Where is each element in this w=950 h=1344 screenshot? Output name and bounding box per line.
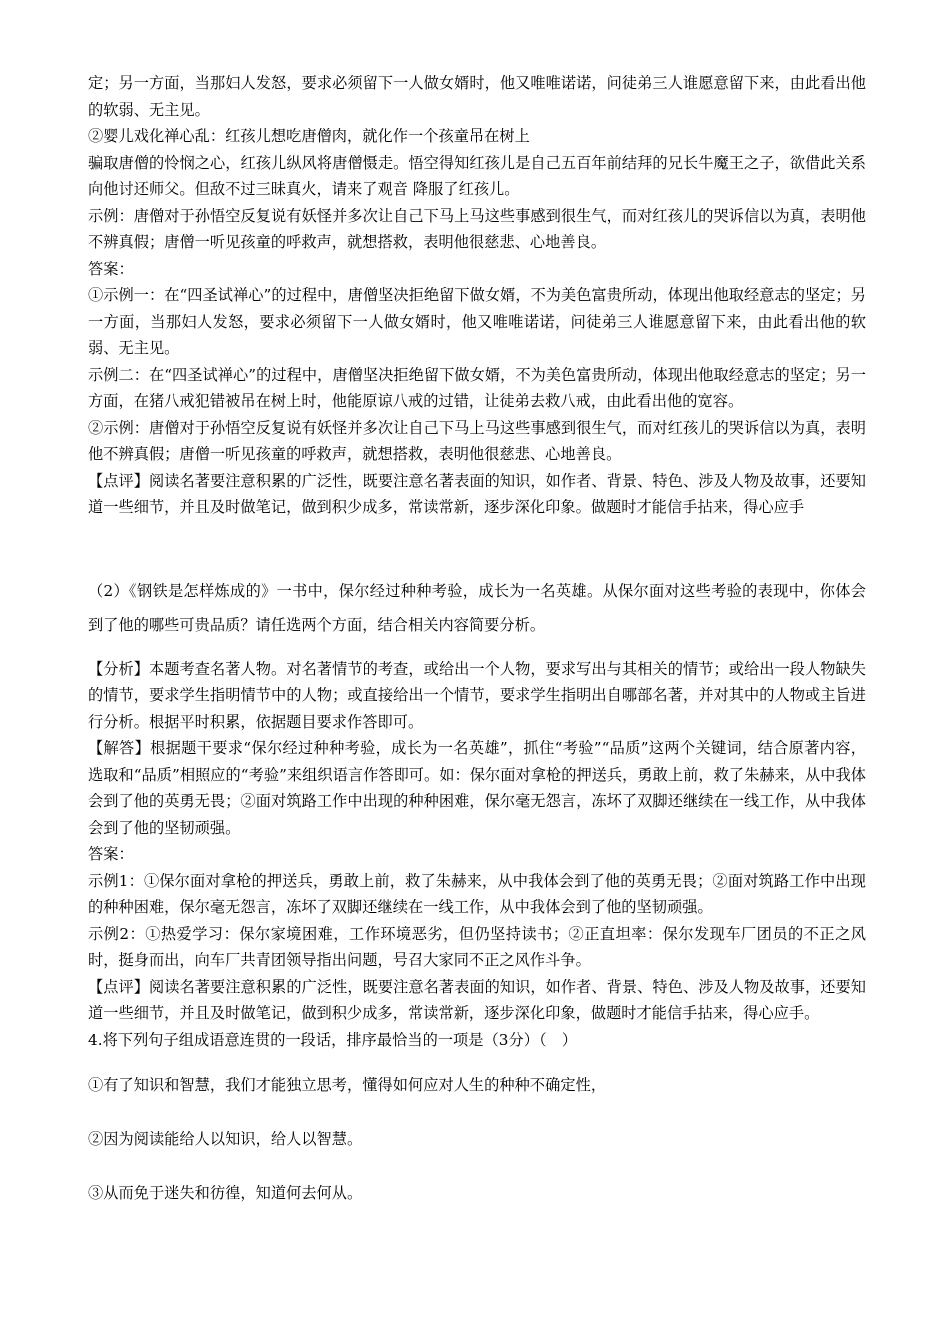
sentence-2: ②因为阅读能给人以知识，给人以智慧。 <box>88 1130 363 1148</box>
text-line: 示例二：在“四圣试禅心”的过程中，唐僧坚决拒绝留下做女婿，不为美色富贵所动，体现出他取经意志的坚定；另一方面，在猪八戒犯错被吊在树上时，他能原谅八戒的过错，让徒弟去救八戒，由此看出他的宽容。 <box>88 365 866 410</box>
spacer <box>88 642 866 656</box>
solution-paragraph: 【解答】根据题干要求“保尔经过种种考验，成长为一名英雄”，抓住“考验”“品质”这两个关键词，结合原著内容，选取和“品质”相照应的“考验”来组织语言作答即可。如：保尔面对拿枪的押送兵，勇敢上前，救了朱赫来，从中我体会到了他的英勇无畏；②面对筑路工作中出现的种种困难，保尔毫无怨言，冻坏了双脚还继续在一线工作，从中我体会到了他的坚韧顽强。 <box>88 739 866 837</box>
sentence-1: ①有了知识和智慧，我们才能独立思考，懂得如何应对人生的种种不确定性， <box>88 1076 607 1094</box>
question-4: 4.将下列句子组成语意连贯的一段话，排序最恰当的一项是（3分）（ ） <box>88 1030 578 1049</box>
comment-paragraph: 【点评】阅读名著要注意积累的广泛性，既要注意名著表面的知识，如作者、背景、特色、涉及人物及故事，还要知道一些细节，并且及时做笔记，做到积少成多，常读常新，逐步深化印象。做题时才能信手拈来，得心应手 <box>88 471 866 516</box>
example-1: 示例1：①保尔面对拿枪的押送兵，勇敢上前，救了朱赫来，从中我体会到了他的英勇无畏；②面对筑路工作中出现的种种困难，保尔毫无怨言，冻坏了双脚还继续在一线工作，从中我体会到了他的坚韧顽强。 <box>88 871 866 916</box>
spacer <box>88 1053 866 1063</box>
answer-label: 答案： <box>88 259 134 278</box>
text-line: 骗取唐僧的怜悯之心，红孩儿纵风将唐僧慑走。悟空得知红孩儿是自己五百年前结拜的兄长牛魔王之子，欲借此关系向他讨还师父。但敌不过三昧真火，请来了观音 降服了红孩儿。 <box>88 153 866 198</box>
text-line: 定；另一方面，当那妇人发怒，要求必须留下一人做女婿时，他又唯唯诺诺，问徒弟三人谁愿意留下来，由此看出他的软弱、无主见。 <box>88 74 866 119</box>
text-line: ②示例：唐僧对于孙悟空反复说有妖怪并多次让自己下马上马这些事感到很生气，而对红孩儿的哭诉信以为真，表明他不辨真假；唐僧一听见孩童的呼救声，就想搭救，表明他很慈悲、心地善良。 <box>88 418 866 463</box>
comment-paragraph: 【点评】阅读名著要注意积累的广泛性，既要注意名著表面的知识，如作者、背景、特色、涉及人物及故事，还要知道一些细节，并且及时做笔记，做到积少成多，常读常新，逐步深化印象，做题时才能信手拈来，得心应手。 <box>88 977 866 1022</box>
text-line: ②婴儿戏化禅心乱：红孩儿想吃唐僧肉，就化作一个孩童吊在树上 <box>88 127 530 145</box>
answer-label: 答案： <box>88 845 134 863</box>
spacer <box>88 1107 866 1117</box>
example-2: 示例2：①热爱学习：保尔家境困难，工作环境恶劣，但仍坚持读书；②正直坦率：保尔发现车厂团员的不正之风时，挺身而出，向车厂共青团领导指出问题，号召大家同不正之风作斗争。 <box>88 924 866 969</box>
question-2: （2）《钢铁是怎样炼成的》一书中，保尔经过种种考验，成长为一名英雄。从保尔面对这些考验的表现中，你体会到了他的哪些可贵品质？请任选两个方面，结合相关内容简要分析。 <box>88 581 866 634</box>
document-page <box>88 70 866 1215</box>
spacer <box>88 1161 866 1171</box>
sentence-3: ③从而免于迷失和彷徨，知道何去何从。 <box>88 1184 363 1202</box>
text-line: 示例：唐僧对于孙悟空反复说有妖怪并多次让自己下马上马这些事感到很生气，而对红孩儿的哭诉信以为真，表明他不辨真假；唐僧一听见孩童的呼救声，就想搭救，表明他很慈悲、心地善良。 <box>88 206 866 251</box>
analysis-paragraph: 【分析】本题考查名著人物。对名著情节的考查，或给出一个人物，要求写出与其相关的情节；或给出一段人物缺失的情节，要求学生指明情节中的人物；或直接给出一个情节，要求学生指明出自哪部名著，并对其中的人物或主旨进行分析。根据平时积累，依据题目要求作答即可。 <box>88 659 866 731</box>
spacer <box>88 521 866 566</box>
text-line: ①示例一：在“四圣试禅心”的过程中，唐僧坚决拒绝留下做女婿，不为美色富贵所动，体现出他取经意志的坚定；另一方面，当那妇人发怒，要求必须留下一人做女婿时，他又唯唯诺诺，问徒弟三人谁愿意留下来，由此看出他的软弱、无主见。 <box>88 286 866 357</box>
